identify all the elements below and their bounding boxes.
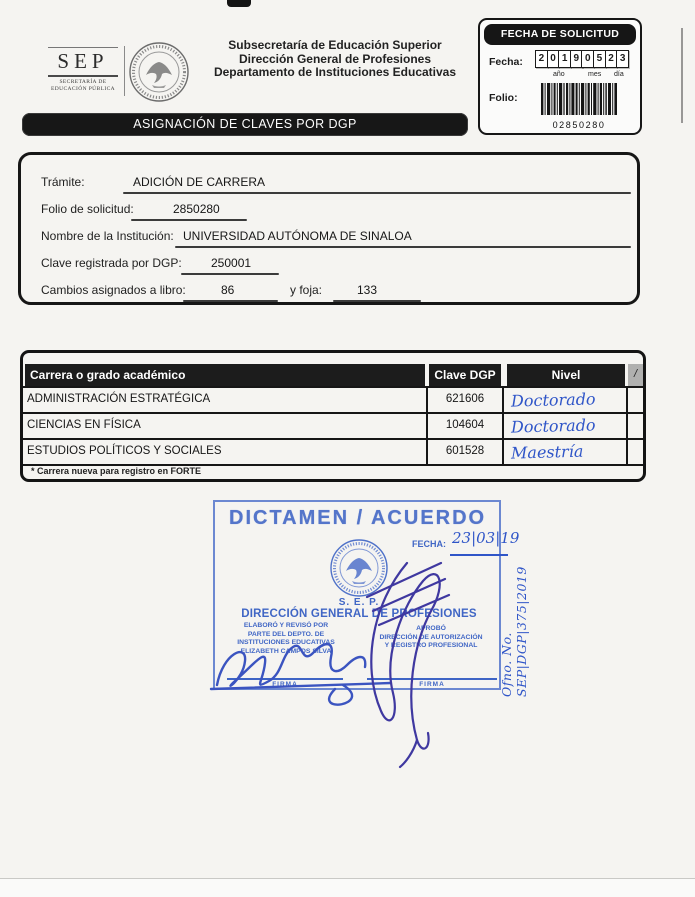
libro-value: 86 bbox=[221, 283, 235, 297]
stamp-right-line: APROBÓ bbox=[416, 625, 446, 632]
libro-underline bbox=[183, 300, 278, 302]
carrera-cell: ESTUDIOS POLÍTICOS Y SOCIALES bbox=[27, 445, 222, 457]
stamp-left-line: INSTITUCIONES EDUCATIVAS bbox=[237, 639, 335, 647]
ano-unit-label: año bbox=[553, 71, 565, 78]
table-footnote: * Carrera nueva para registro en FORTE bbox=[31, 466, 202, 476]
fecha-digit: 9 bbox=[570, 50, 583, 68]
stamp-eagle-seal-icon bbox=[329, 538, 389, 598]
col-header-clave-dgp: Clave DGP bbox=[429, 364, 501, 386]
clave-dgp-label: Clave registrada por DGP: bbox=[41, 256, 182, 270]
tramite-label: Trámite: bbox=[41, 175, 85, 189]
mes-unit-label: mes bbox=[588, 71, 602, 78]
stamp-title: DICTAMEN / ACUERDO bbox=[229, 507, 487, 529]
heading-line-3: Departamento de Instituciones Educativas bbox=[213, 65, 457, 79]
form-title-banner: ASIGNACIÓN DE CLAVES POR DGP bbox=[22, 113, 468, 136]
folio-underline bbox=[131, 219, 247, 221]
nivel-handwritten-cell: Doctorado bbox=[510, 389, 596, 411]
table-gridline bbox=[23, 412, 643, 414]
stamp-elaboro-block bbox=[219, 622, 353, 656]
logo-divider bbox=[124, 46, 125, 96]
dia-unit-label: día bbox=[614, 71, 624, 78]
careers-table bbox=[20, 350, 646, 482]
nivel-handwritten-cell: Maestría bbox=[510, 441, 584, 463]
scan-edge-line bbox=[681, 28, 683, 123]
fecha-label: Fecha: bbox=[489, 56, 523, 68]
fecha-solicitud-title: FECHA DE SOLICITUD bbox=[484, 24, 636, 45]
clave-cell: 601528 bbox=[445, 445, 485, 457]
firma-line-left bbox=[227, 678, 343, 680]
foja-underline bbox=[333, 300, 421, 302]
folio-solicitud-label: Folio de solicitud: bbox=[41, 202, 134, 216]
fecha-solicitud-box bbox=[478, 18, 642, 135]
fecha-digit: 0 bbox=[581, 50, 594, 68]
fecha-digit: 2 bbox=[535, 50, 548, 68]
stamp-right-line: Y REGISTRO PROFESIONAL bbox=[384, 642, 478, 650]
carrera-cell: ADMINISTRACIÓN ESTRATÉGICA bbox=[27, 393, 211, 405]
col-header-carrera: Carrera o grado académico bbox=[25, 364, 425, 386]
institucion-underline bbox=[175, 246, 631, 248]
folio-label: Folio: bbox=[489, 92, 518, 104]
clave-underline bbox=[181, 273, 279, 275]
oficio-margin-note: Ofno. No. SEP|DGP|375|2019 bbox=[499, 566, 529, 697]
sep-logo bbox=[48, 47, 118, 92]
stamp-fecha-handwritten: 23|03|19 bbox=[452, 529, 520, 547]
tramite-underline bbox=[123, 192, 631, 194]
heading-line-1: Subsecretaría de Educación Superior bbox=[228, 38, 442, 52]
clave-dgp-value: 250001 bbox=[211, 256, 252, 270]
institucion-label: Nombre de la Institución: bbox=[41, 229, 174, 243]
sep-logo-subtext: SECRETARÍA DE EDUCACIÓN PÚBLICA bbox=[50, 79, 116, 92]
table-gridline bbox=[23, 386, 643, 388]
folio-solicitud-value: 2850280 bbox=[173, 202, 220, 216]
institucion-value: UNIVERSIDAD AUTÓNOMA DE SINALOA bbox=[183, 229, 412, 243]
folio-barcode bbox=[540, 83, 618, 130]
firma-label-left: FIRMA bbox=[272, 681, 298, 688]
stamp-direccion-line: DIRECCIÓN GENERAL DE PROFESIONES bbox=[241, 608, 477, 620]
scan-artifact-top bbox=[227, 0, 251, 7]
fecha-digit: 0 bbox=[547, 50, 560, 68]
stamp-right-line: DIRECCIÓN DE AUTORIZACIÓN bbox=[379, 633, 483, 641]
cambios-libro-label: Cambios asignados a libro: bbox=[41, 283, 186, 297]
page-edge-strip bbox=[0, 879, 695, 897]
sep-logo-text: SEP bbox=[48, 47, 118, 77]
stamp-left-line: ELABORÓ Y REVISÓ POR bbox=[243, 622, 329, 629]
mexico-eagle-seal-icon bbox=[128, 41, 190, 103]
clave-cell: 104604 bbox=[445, 419, 485, 431]
table-gridline bbox=[23, 438, 643, 440]
stamp-fecha-label: FECHA: bbox=[412, 539, 446, 549]
barcode-number: 02850280 bbox=[552, 120, 606, 130]
carrera-cell: CIENCIAS EN FÍSICA bbox=[27, 419, 141, 431]
foja-value: 133 bbox=[357, 283, 378, 297]
fecha-digit: 1 bbox=[558, 50, 571, 68]
foja-label: y foja: bbox=[290, 283, 323, 297]
clave-cell: 621606 bbox=[445, 393, 485, 405]
fecha-digit: 5 bbox=[593, 50, 606, 68]
heading-line-2: Dirección General de Profesiones bbox=[238, 51, 432, 66]
barcode-icon bbox=[541, 83, 617, 115]
fecha-digit-boxes bbox=[535, 50, 628, 68]
department-heading bbox=[195, 39, 475, 80]
stamp-sep-label: S. E. P. bbox=[338, 597, 380, 608]
stamp-left-line: PARTE DEL DEPTO. DE bbox=[247, 630, 325, 638]
stamp-aprobo-block bbox=[363, 625, 499, 651]
fecha-digit: 2 bbox=[605, 50, 618, 68]
stamp-left-line: ELIZABETH CAMPOS SILVA bbox=[240, 647, 332, 655]
firma-label-right: FIRMA bbox=[419, 681, 445, 688]
col-header-mark: / bbox=[628, 364, 643, 386]
tramite-value: ADICIÓN DE CARRERA bbox=[133, 175, 266, 189]
fecha-digit: 3 bbox=[616, 50, 629, 68]
request-summary-box bbox=[18, 152, 640, 305]
nivel-handwritten-cell: Doctorado bbox=[510, 415, 596, 437]
col-header-nivel: Nivel bbox=[507, 364, 625, 386]
firma-line-right bbox=[367, 678, 497, 680]
